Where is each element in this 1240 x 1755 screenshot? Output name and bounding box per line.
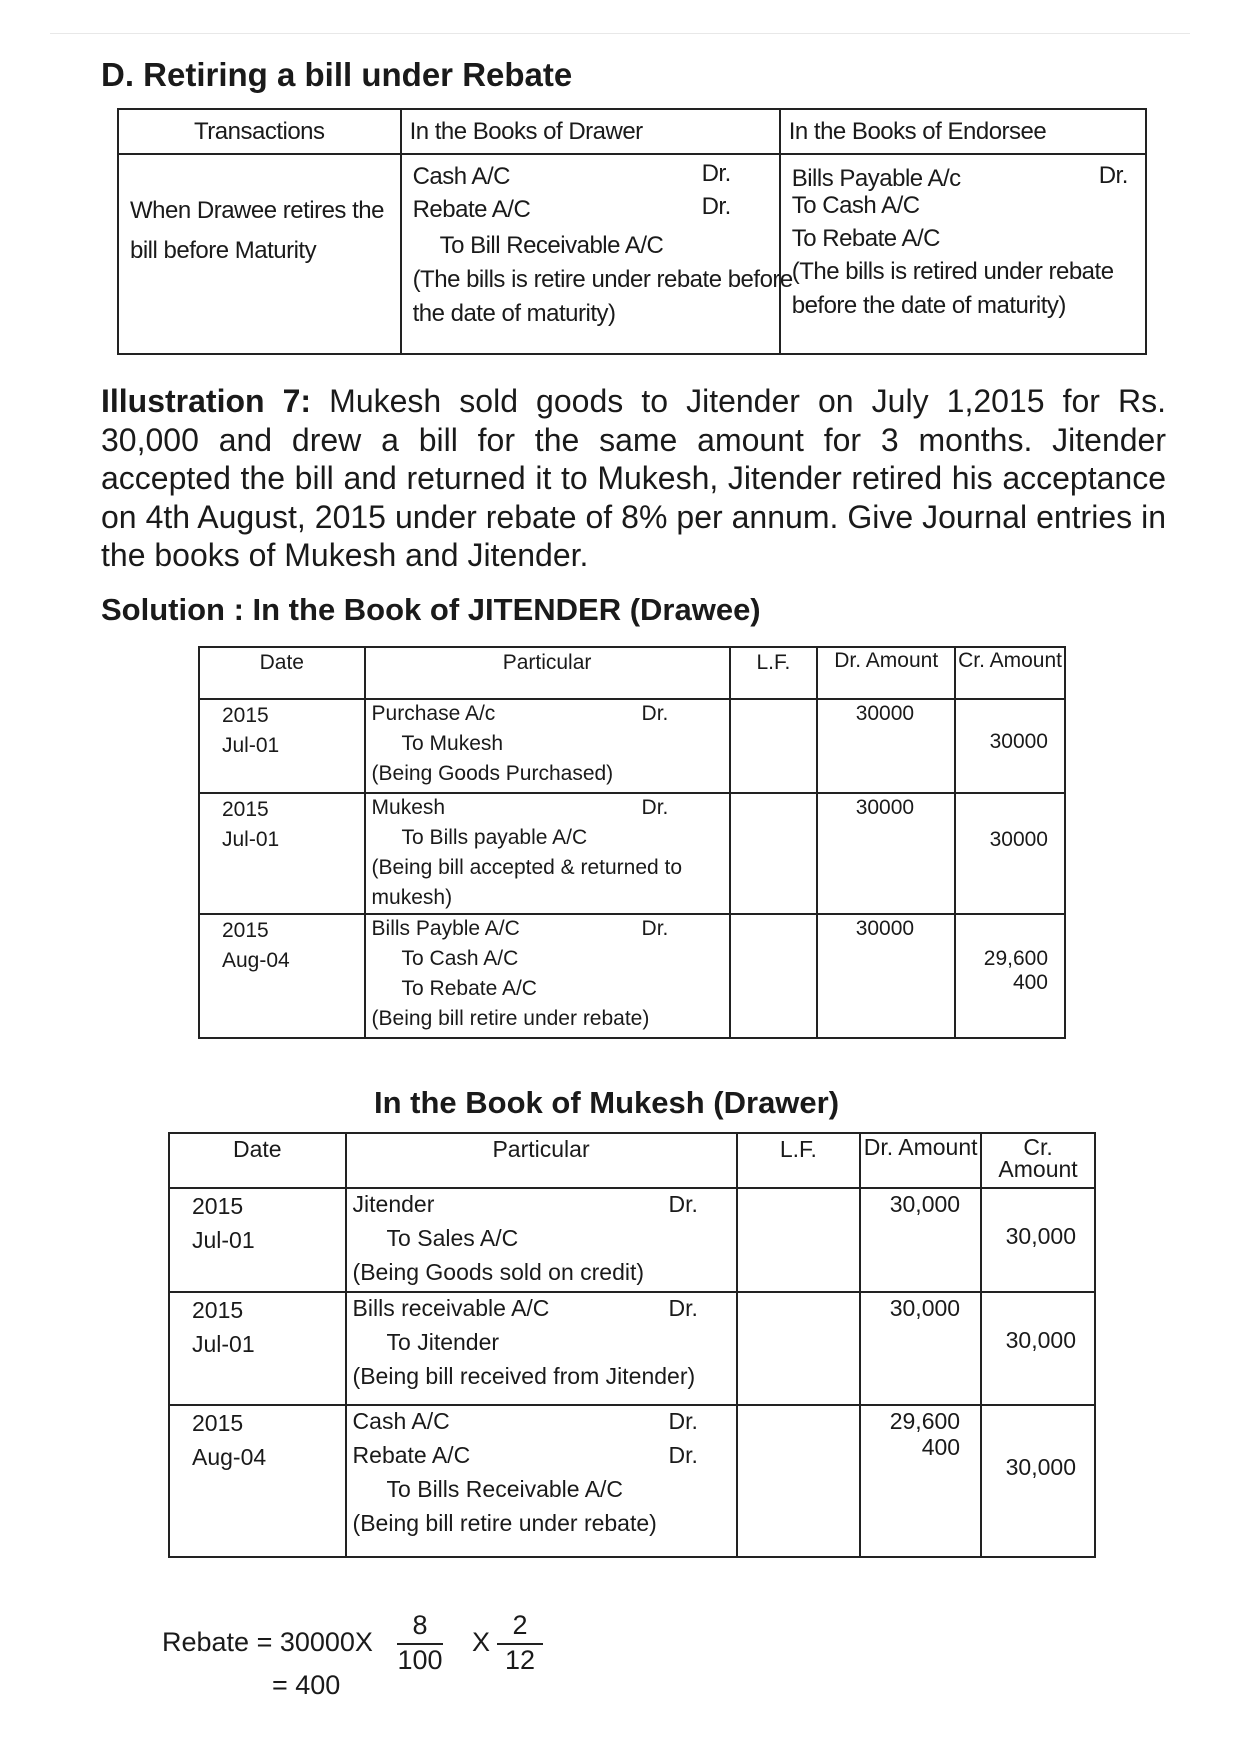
date-cell xyxy=(199,914,365,1038)
dr-amount-cell xyxy=(860,1405,981,1557)
cr-amount-cell xyxy=(981,1292,1095,1405)
cr-amount: 29,600 xyxy=(983,947,1048,970)
header-endorsee: In the Books of Endorsee xyxy=(780,109,1146,154)
particular-line: To Sales A/C xyxy=(386,1225,519,1251)
dr-marker: Dr. xyxy=(701,193,731,220)
dr-amount: 400 xyxy=(921,1434,961,1460)
journal-row xyxy=(169,1188,1095,1292)
dr-amount-cell xyxy=(860,1188,981,1292)
entry-year: 2015 xyxy=(222,798,269,821)
lf-cell xyxy=(730,793,818,914)
times-sign: X xyxy=(472,1627,491,1657)
entry-year: 2015 xyxy=(192,1193,244,1219)
cr-amount: 30000 xyxy=(989,730,1048,753)
cr-amount: 30,000 xyxy=(1005,1327,1076,1353)
header-cr-amount: Cr. Amount xyxy=(981,1133,1095,1188)
date-cell xyxy=(169,1292,346,1405)
entry-year: 2015 xyxy=(222,919,269,942)
mukesh-book-title: In the Book of Mukesh (Drawer) xyxy=(374,1085,840,1120)
journal-row xyxy=(199,699,1065,793)
cr-amount-cell xyxy=(955,793,1065,914)
entry-date: Jul-01 xyxy=(222,734,280,757)
illustration-body: Mukesh sold goods to Jitender on July 1,2015 for Rs. 30,000 and drew a bill for the same amount for 3 months. Jitender accepted the bill and returned it to Mukesh, Jitender retired his acceptance on 4th August, 2015 under rebate of 8% per annum. Give Journal entries in the books of Mukesh and Jitender. xyxy=(101,383,1167,573)
top-divider xyxy=(50,33,1190,34)
entry-line: Bills Payable A/c xyxy=(791,165,961,192)
dr-marker: Dr. xyxy=(668,1408,698,1434)
journal-row xyxy=(199,914,1065,1038)
journal-row xyxy=(199,793,1065,914)
rebate-result: = 400 xyxy=(272,1670,341,1700)
cr-amount: 30,000 xyxy=(1005,1223,1076,1249)
section-title: D. Retiring a bill under Rebate xyxy=(101,56,573,93)
entry-year: 2015 xyxy=(192,1410,244,1436)
mukesh-journal-table xyxy=(168,1132,1096,1558)
entry-date: Aug-04 xyxy=(192,1444,267,1470)
cr-amount-cell xyxy=(955,914,1065,1038)
endorsee-entry-cell xyxy=(780,154,1146,354)
rebate-lhs: Rebate = 30000X xyxy=(162,1627,373,1657)
cr-amount-cell xyxy=(955,699,1065,793)
entry-line: Cash A/C xyxy=(412,163,510,190)
dr-marker: Dr. xyxy=(641,702,669,725)
particular-line: (Being Goods sold on credit) xyxy=(352,1259,645,1285)
entry-line: before the date of maturity) xyxy=(791,292,1066,319)
transaction-line: When Drawee retires the xyxy=(130,197,384,224)
lf-cell xyxy=(737,1292,861,1405)
time-fraction xyxy=(497,1610,543,1676)
entry-year: 2015 xyxy=(192,1297,244,1323)
entry-year: 2015 xyxy=(222,704,269,727)
particular-line: mukesh) xyxy=(371,886,453,909)
dr-amount-cell xyxy=(817,914,955,1038)
journal-header-row xyxy=(169,1133,1095,1188)
header-cr-amount: Cr. Amount xyxy=(955,647,1065,699)
lf-cell xyxy=(737,1405,861,1557)
dr-amount: 30,000 xyxy=(889,1191,961,1217)
date-cell xyxy=(169,1188,346,1292)
entry-line: the date of maturity) xyxy=(412,300,616,327)
dr-marker: Dr. xyxy=(668,1191,698,1217)
jitender-journal-table xyxy=(198,646,1066,1039)
entry-date: Jul-01 xyxy=(222,828,280,851)
header-transactions: Transactions xyxy=(118,109,401,154)
dr-amount: 30,000 xyxy=(889,1295,961,1321)
cr-amount-cell xyxy=(981,1405,1095,1557)
particular-cell xyxy=(365,914,730,1038)
dr-amount: 30000 xyxy=(855,796,915,819)
cr-amount-cell xyxy=(981,1188,1095,1292)
particular-cell xyxy=(365,699,730,793)
particular-line: (Being bill accepted & returned to xyxy=(371,856,683,879)
date-cell xyxy=(169,1405,346,1557)
date-cell xyxy=(199,793,365,914)
solution-title: Solution : In the Book of JITENDER (Drawee) xyxy=(101,592,761,627)
dr-marker: Dr. xyxy=(668,1295,698,1321)
particular-line: (Being bill retire under rebate) xyxy=(371,1007,650,1030)
fraction-numerator: 2 xyxy=(512,1610,528,1640)
cr-amount: 400 xyxy=(1012,971,1048,994)
entry-line: Rebate A/C xyxy=(412,196,531,223)
fraction-denominator: 100 xyxy=(397,1645,443,1675)
dr-amount: 30000 xyxy=(855,702,915,725)
drawer-entry-cell xyxy=(401,154,793,354)
entry-line: (The bills is retired under rebate xyxy=(791,258,1114,285)
date-cell xyxy=(199,699,365,793)
particular-line: To Cash A/C xyxy=(401,947,519,970)
dr-marker: Dr. xyxy=(701,160,731,187)
dr-amount: 30000 xyxy=(855,917,915,940)
particular-cell xyxy=(346,1405,737,1557)
journal-header-row xyxy=(199,647,1065,699)
entry-line: (The bills is retire under rebate before xyxy=(412,266,793,293)
transaction-line: bill before Maturity xyxy=(130,237,317,264)
fraction-denominator: 12 xyxy=(504,1645,536,1675)
entry-date: Jul-01 xyxy=(192,1227,255,1253)
particular-line: To Bills Receivable A/C xyxy=(386,1476,624,1502)
cr-amount: 30000 xyxy=(989,828,1048,851)
cr-amount: 30,000 xyxy=(1005,1454,1076,1480)
particular-line: Jitender xyxy=(352,1191,435,1217)
entry-date: Jul-01 xyxy=(192,1331,255,1357)
particular-line: (Being Goods Purchased) xyxy=(371,762,614,785)
particular-line: Bills Payble A/C xyxy=(371,917,520,940)
transaction-cell xyxy=(118,154,401,354)
particular-line: To Mukesh xyxy=(401,732,504,755)
retiring-bill-table xyxy=(117,108,1147,355)
dr-marker: Dr. xyxy=(641,917,669,940)
table-header-row xyxy=(118,109,1146,154)
dr-amount-cell xyxy=(817,699,955,793)
header-particular: Particular xyxy=(346,1133,737,1188)
particular-line: To Jitender xyxy=(386,1329,500,1355)
header-lf: L.F. xyxy=(730,647,818,699)
lf-cell xyxy=(737,1188,861,1292)
dr-amount-cell xyxy=(817,793,955,914)
particular-line: To Bills payable A/C xyxy=(401,826,588,849)
dr-marker: Dr. xyxy=(641,796,669,819)
illustration-label: Illustration 7: xyxy=(101,383,312,419)
journal-row xyxy=(169,1292,1095,1405)
particular-line: (Being bill received from Jitender) xyxy=(352,1363,696,1389)
rate-fraction xyxy=(397,1610,443,1676)
particular-line: (Being bill retire under rebate) xyxy=(352,1510,657,1536)
particular-line: To Rebate A/C xyxy=(401,977,537,1000)
particular-line: Cash A/C xyxy=(352,1408,450,1434)
header-drawer: In the Books of Drawer xyxy=(401,109,780,154)
particular-cell xyxy=(346,1292,737,1405)
entry-line: To Bill Receivable A/C xyxy=(439,232,664,259)
entry-line: To Rebate A/C xyxy=(791,225,940,252)
header-date: Date xyxy=(169,1133,346,1188)
particular-line: Rebate A/C xyxy=(352,1442,471,1468)
dr-marker: Dr. xyxy=(668,1442,698,1468)
entry-line: To Cash A/C xyxy=(791,192,920,219)
dr-marker: Dr. xyxy=(1098,162,1128,189)
entry-date: Aug-04 xyxy=(222,949,290,972)
header-particular: Particular xyxy=(365,647,730,699)
lf-cell xyxy=(730,914,818,1038)
particular-cell xyxy=(346,1188,737,1292)
particular-line: Mukesh xyxy=(371,796,446,819)
lf-cell xyxy=(730,699,818,793)
journal-row xyxy=(169,1405,1095,1557)
illustration-text xyxy=(101,382,1166,575)
fraction-numerator: 8 xyxy=(412,1610,428,1640)
table-row xyxy=(118,154,1146,354)
header-dr-amount: Dr. Amount xyxy=(860,1133,981,1188)
particular-line: Purchase A/c xyxy=(371,702,496,725)
dr-amount: 29,600 xyxy=(889,1408,961,1434)
header-lf: L.F. xyxy=(737,1133,861,1188)
header-dr-amount: Dr. Amount xyxy=(817,647,955,699)
particular-line: Bills receivable A/C xyxy=(352,1295,550,1321)
particular-cell xyxy=(365,793,730,914)
header-date: Date xyxy=(199,647,365,699)
dr-amount-cell xyxy=(860,1292,981,1405)
